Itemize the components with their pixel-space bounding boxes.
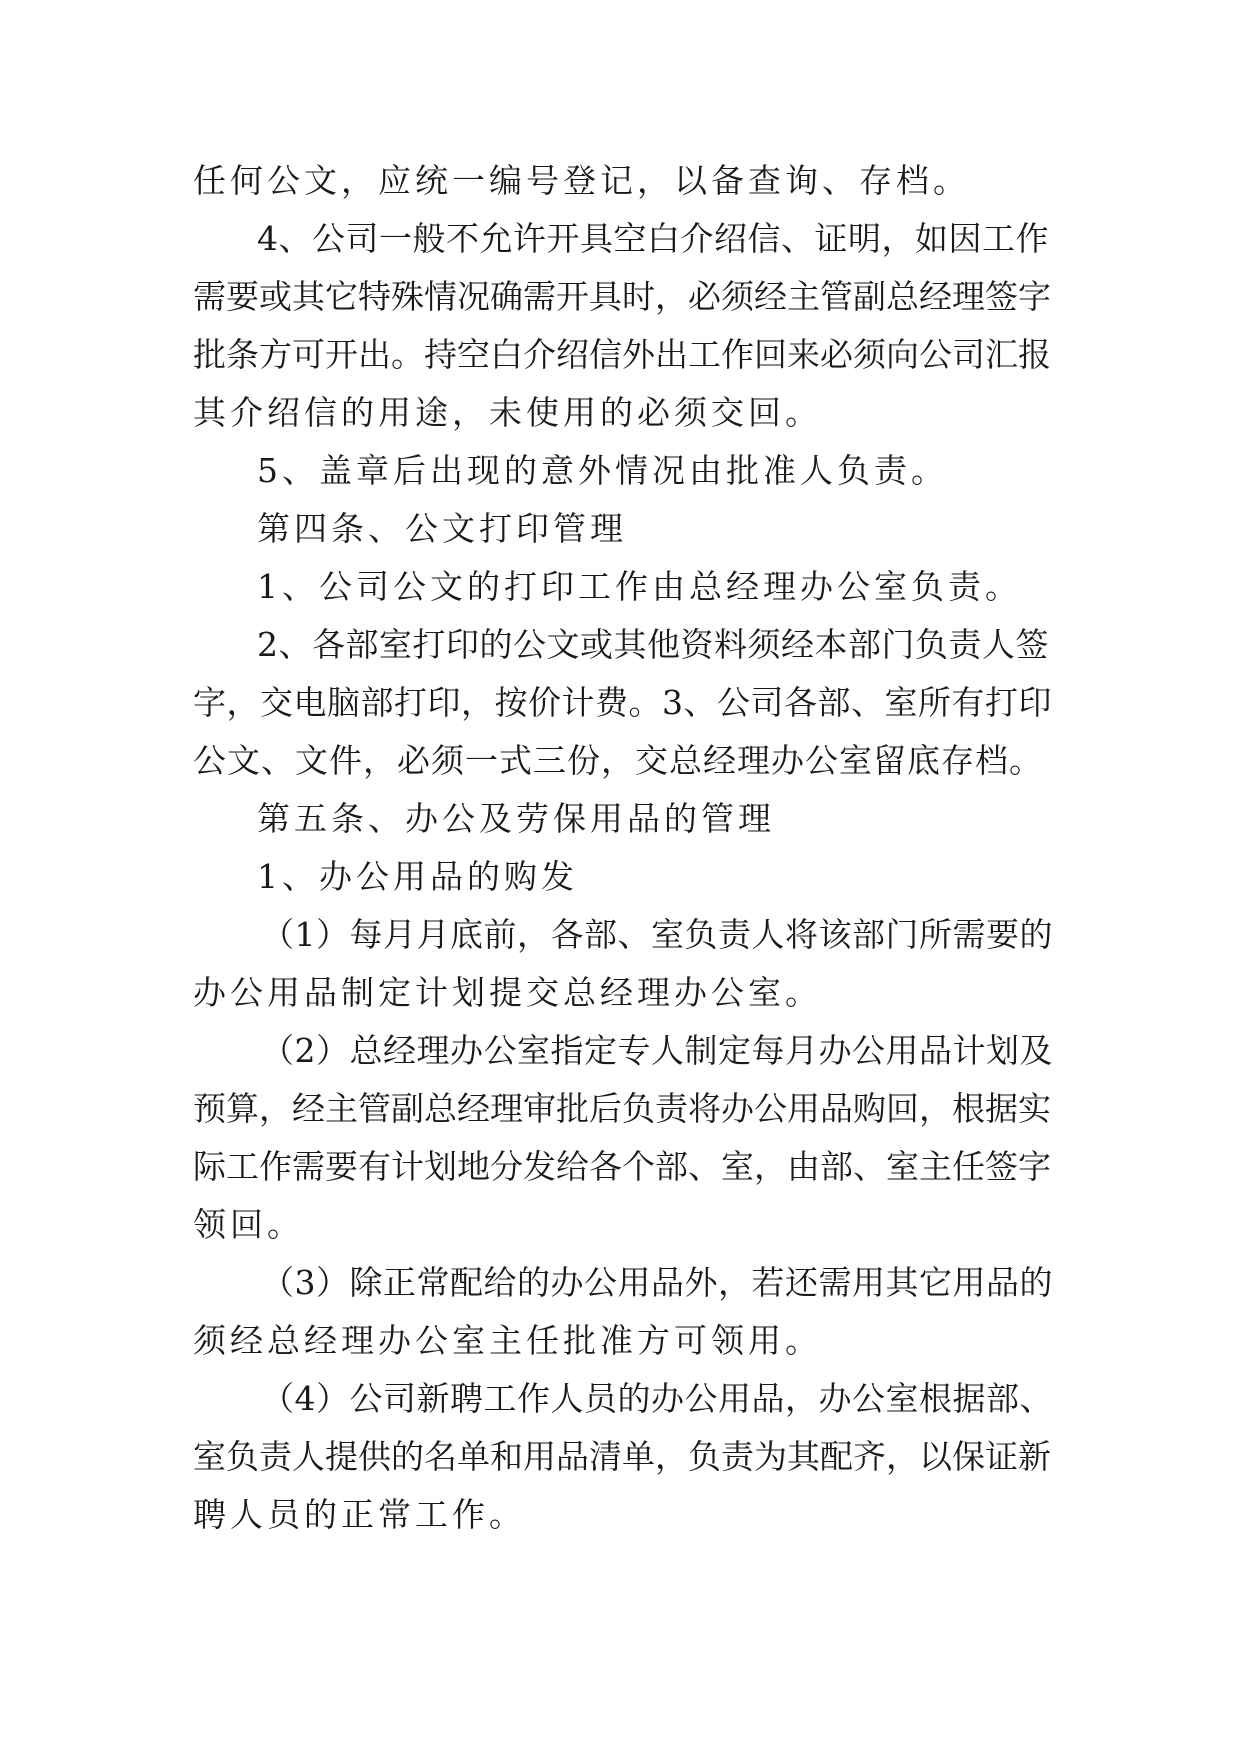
text-line: （4）公司新聘工作人员的办公用品，办公室根据部、 — [261, 1379, 1053, 1418]
text-line: 2、各部室打印的公文或其他资料须经本部门负责人签 — [257, 625, 1049, 664]
text-line: 5、盖章后出现的意外情况由批准人负责。 — [257, 451, 948, 490]
text-line: 需要或其它特殊情况确需开具时，必须经主管副总经理签字 — [193, 277, 1051, 316]
text-line: 室负责人提供的名单和用品清单，负责为其配齐，以保证新 — [193, 1437, 1051, 1476]
text-line: 1、办公用品的购发 — [257, 857, 578, 896]
text-line: 际工作需要有计划地分发给各个部、室，由部、室主任签字 — [193, 1147, 1051, 1186]
text-line: 4、公司一般不允许开具空白介绍信、证明，如因工作 — [257, 219, 1049, 258]
text-line: 公文、文件，必须一式三份，交总经理办公室留底存档。 — [193, 741, 1043, 780]
text-line: 办公用品制定计划提交总经理办公室。 — [193, 973, 822, 1012]
document-body — [193, 152, 1053, 1544]
text-line: 字，交电脑部打印，按价计费。3、公司各部、室所有打印 — [193, 683, 1052, 722]
text-line: （3）除正常配给的办公用品外，若还需用其它用品的 — [261, 1263, 1053, 1302]
text-line: 预算，经主管副总经理审批后负责将办公用品购回，根据实 — [193, 1089, 1051, 1128]
text-line: （1）每月月底前，各部、室负责人将该部门所需要的 — [261, 915, 1053, 954]
text-line: 1、公司公文的打印工作由总经理办公室负责。 — [257, 567, 1022, 606]
text-line: 其介绍信的用途，未使用的必须交回。 — [193, 393, 822, 432]
text-line: 领回。 — [193, 1205, 304, 1244]
text-line: 任何公文，应统一编号登记，以备查询、存档。 — [193, 161, 970, 200]
section-heading: 第四条、公文打印管理 — [257, 509, 627, 548]
section-heading: 第五条、办公及劳保用品的管理 — [257, 799, 775, 838]
text-line: 聘人员的正常工作。 — [193, 1495, 526, 1534]
text-line: 批条方可开出。持空白介绍信外出工作回来必须向公司汇报 — [193, 335, 1051, 374]
text-line: （2）总经理办公室指定专人制定每月办公用品计划及 — [261, 1031, 1053, 1070]
text-line: 须经总经理办公室主任批准方可领用。 — [193, 1321, 822, 1360]
